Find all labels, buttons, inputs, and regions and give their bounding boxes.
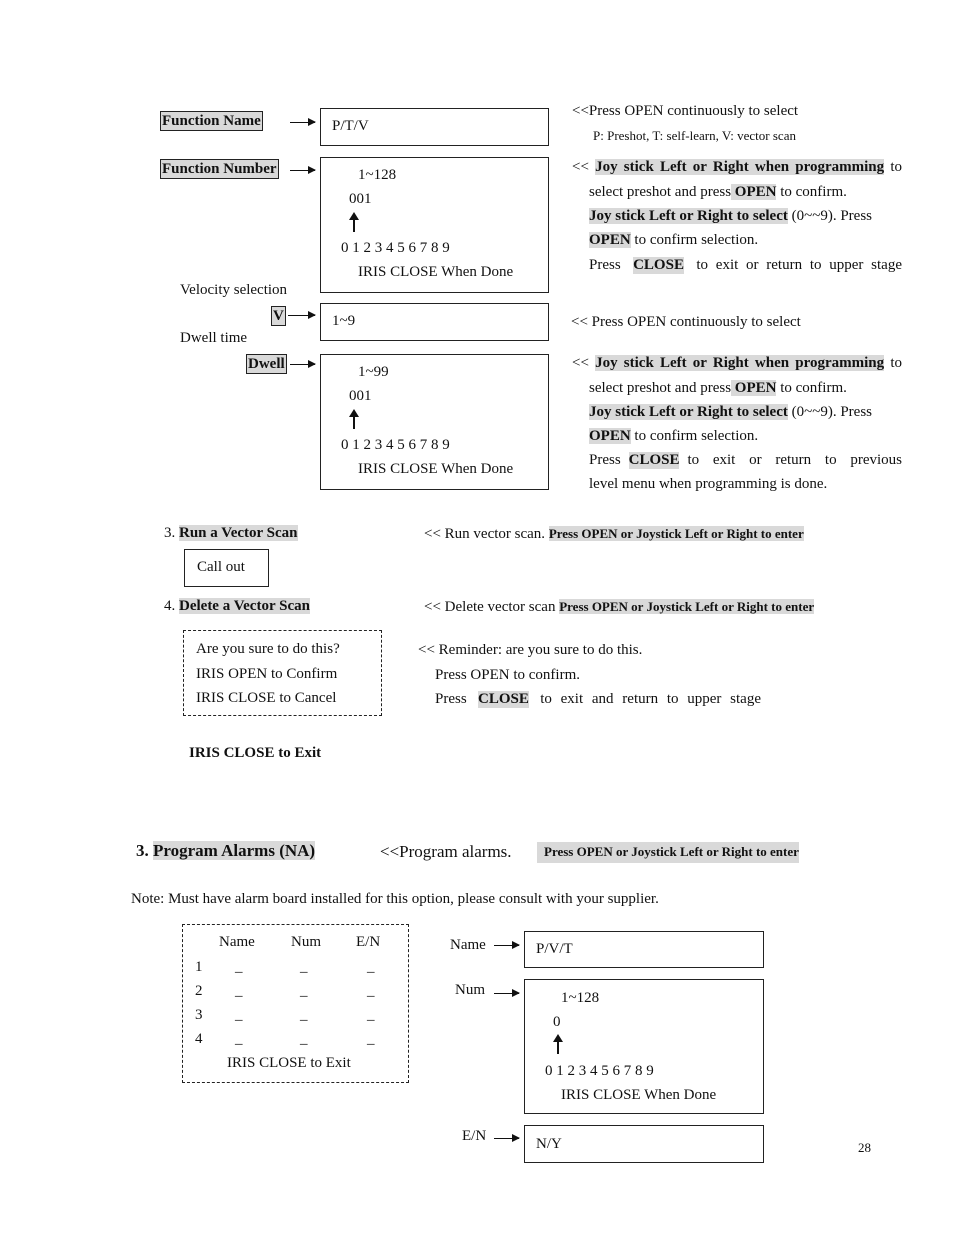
note-text: select preshot and press bbox=[589, 184, 732, 200]
note-text: (0~~9). Press bbox=[787, 208, 872, 224]
run-vector-heading bbox=[164, 525, 298, 542]
note-text: Press bbox=[589, 452, 621, 468]
digits-text: 0 1 2 3 4 5 6 7 8 9 bbox=[545, 1063, 654, 1079]
value-text: 001 bbox=[349, 388, 372, 404]
up-arrow-icon bbox=[353, 218, 355, 232]
note-text: (0~~9). Press bbox=[787, 404, 872, 420]
blank-cell: _ bbox=[300, 1007, 308, 1023]
confirm-dialog-box bbox=[183, 630, 382, 716]
note-text: to confirm. bbox=[776, 184, 847, 200]
note-text: to confirm selection. bbox=[630, 428, 759, 444]
blank-cell: _ bbox=[235, 1031, 243, 1047]
call-out-box bbox=[184, 549, 269, 587]
alarm-num-box bbox=[524, 979, 764, 1114]
note-highlight: Joy stick Left or Right to select bbox=[589, 404, 788, 420]
note-text: << bbox=[572, 159, 596, 175]
arrow-right-icon bbox=[288, 315, 315, 316]
alarm-num-label: Num bbox=[455, 982, 485, 998]
page-number: 28 bbox=[858, 1140, 871, 1155]
done-text: IRIS CLOSE When Done bbox=[358, 264, 514, 280]
note-highlight: OPEN bbox=[589, 232, 631, 248]
note-highlight: Joy stick Left or Right to select bbox=[589, 208, 788, 224]
dwell-caption: Dwell time bbox=[180, 330, 248, 346]
row-number: 1 bbox=[195, 959, 203, 975]
note-highlight: OPEN bbox=[731, 380, 777, 396]
note-text: << Run vector scan. bbox=[424, 526, 549, 542]
note-text: to confirm. bbox=[776, 380, 847, 396]
row-number: 4 bbox=[195, 1031, 203, 1047]
alarms-note-highlight: Press OPEN or Joystick Left or Right to enter bbox=[537, 842, 799, 863]
call-out-text: Call out bbox=[197, 559, 245, 575]
reminder-close bbox=[435, 691, 761, 708]
reminder-text: << Reminder: are you sure to do this. bbox=[418, 642, 643, 658]
alarm-name-label: Name bbox=[450, 937, 486, 953]
section-title: Delete a Vector Scan bbox=[179, 598, 310, 614]
reminder-confirm: Press OPEN to confirm. bbox=[435, 667, 580, 683]
done-text: IRIS CLOSE When Done bbox=[561, 1087, 717, 1103]
delete-vector-heading bbox=[164, 598, 310, 615]
blank-cell: _ bbox=[367, 983, 375, 999]
blank-cell: _ bbox=[367, 959, 375, 975]
blank-cell: _ bbox=[367, 1007, 375, 1023]
digits-text: 0 1 2 3 4 5 6 7 8 9 bbox=[341, 240, 450, 256]
blank-cell: _ bbox=[235, 983, 243, 999]
note-text: to bbox=[884, 159, 902, 175]
arrow-right-icon bbox=[494, 993, 519, 994]
note-text: to exit and return to upper stage bbox=[540, 691, 761, 707]
function-name-label: Function Name bbox=[162, 113, 261, 129]
blank-cell: _ bbox=[235, 1007, 243, 1023]
note-text: to exit or return to previous bbox=[687, 452, 902, 468]
section-number: 3. bbox=[164, 525, 179, 541]
note-highlight: Joy stick Left or Right when programming bbox=[595, 355, 885, 371]
note-highlight: CLOSE bbox=[478, 691, 529, 707]
note-highlight: OPEN bbox=[589, 428, 631, 444]
note-text: << Delete vector scan bbox=[424, 599, 560, 615]
alarm-exit-text: IRIS CLOSE to Exit bbox=[227, 1055, 351, 1071]
section-number: 4. bbox=[164, 598, 179, 614]
delete-vector-note bbox=[424, 599, 814, 616]
up-arrow-icon bbox=[557, 1040, 559, 1054]
alarm-name-box bbox=[524, 931, 764, 968]
section-title: Run a Vector Scan bbox=[179, 525, 298, 541]
confirm-close: IRIS CLOSE to Cancel bbox=[196, 690, 337, 706]
function-name-box bbox=[320, 108, 549, 146]
alarm-table-box bbox=[182, 924, 409, 1083]
blank-cell: _ bbox=[300, 983, 308, 999]
note-highlight: CLOSE bbox=[633, 257, 684, 273]
range-text: 1~128 bbox=[561, 990, 600, 1006]
column-header-en: E/N bbox=[356, 934, 381, 950]
column-header-num: Num bbox=[291, 934, 321, 950]
note-highlight: Press OPEN or Joystick Left or Right to enter bbox=[548, 526, 804, 541]
arrow-right-icon bbox=[290, 122, 315, 123]
run-vector-note bbox=[424, 526, 804, 543]
note-highlight: Press OPEN or Joystick Left or Right to enter bbox=[559, 599, 815, 614]
alarms-note: <<Program alarms. bbox=[380, 842, 512, 861]
function-number-box bbox=[320, 157, 549, 293]
column-header-name: Name bbox=[219, 934, 255, 950]
confirm-question: Are you sure to do this? bbox=[196, 641, 340, 657]
confirm-open: IRIS OPEN to Confirm bbox=[196, 666, 338, 682]
section-number: 3. bbox=[136, 841, 153, 860]
note-text: Press bbox=[589, 257, 621, 273]
blank-cell: _ bbox=[300, 1031, 308, 1047]
note-highlight: CLOSE bbox=[628, 452, 680, 468]
note-text: to bbox=[884, 355, 902, 371]
range-text: 1~99 bbox=[358, 364, 389, 380]
velocity-label: V bbox=[273, 308, 284, 324]
done-text: IRIS CLOSE When Done bbox=[358, 461, 514, 477]
dwell-box bbox=[320, 354, 549, 490]
section-title: Program Alarms (NA) bbox=[153, 841, 316, 860]
function-name-note: <<Press OPEN continuously to select bbox=[572, 103, 799, 119]
alarms-note-line: Note: Must have alarm board installed for this option, please consult with your supplier. bbox=[131, 891, 659, 907]
note-highlight: OPEN bbox=[731, 184, 777, 200]
note-text: to confirm selection. bbox=[630, 232, 759, 248]
function-number-label: Function Number bbox=[162, 161, 277, 177]
value-text: 0 bbox=[553, 1014, 561, 1030]
note-highlight: Joy stick Left or Right when programming bbox=[595, 159, 885, 175]
arrow-right-icon bbox=[494, 945, 519, 946]
row-number: 2 bbox=[195, 983, 203, 999]
velocity-value: 1~9 bbox=[332, 313, 356, 329]
up-arrow-icon bbox=[353, 415, 355, 429]
blank-cell: _ bbox=[367, 1031, 375, 1047]
range-text: 1~128 bbox=[358, 167, 397, 183]
digits-text: 0 1 2 3 4 5 6 7 8 9 bbox=[341, 437, 450, 453]
alarm-en-box bbox=[524, 1125, 764, 1163]
velocity-box bbox=[320, 303, 549, 341]
note-text: << bbox=[572, 355, 596, 371]
arrow-right-icon bbox=[290, 170, 315, 171]
arrow-right-icon bbox=[494, 1138, 519, 1139]
arrow-right-icon bbox=[290, 364, 315, 365]
function-name-legend: P: Preshot, T: self-learn, V: vector scan bbox=[593, 128, 796, 143]
dwell-label: Dwell bbox=[248, 356, 285, 372]
blank-cell: _ bbox=[300, 959, 308, 975]
exit-text: IRIS CLOSE to Exit bbox=[189, 745, 322, 761]
value-text: 001 bbox=[349, 191, 372, 207]
alarm-name-value: P/V/T bbox=[536, 941, 573, 957]
alarms-heading bbox=[136, 841, 315, 861]
note-text: select preshot and press bbox=[589, 380, 732, 396]
row-number: 3 bbox=[195, 1007, 203, 1023]
note-text: to exit or return to upper stage bbox=[696, 257, 902, 273]
velocity-note: << Press OPEN continuously to select bbox=[571, 314, 801, 330]
note-text: level menu when programming is done. bbox=[589, 476, 828, 492]
blank-cell: _ bbox=[235, 959, 243, 975]
alarm-en-label: E/N bbox=[462, 1128, 487, 1144]
alarm-en-value: N/Y bbox=[536, 1136, 562, 1152]
function-name-value: P/T/V bbox=[332, 118, 369, 134]
note-text: Press bbox=[435, 691, 467, 707]
velocity-caption: Velocity selection bbox=[180, 282, 288, 298]
